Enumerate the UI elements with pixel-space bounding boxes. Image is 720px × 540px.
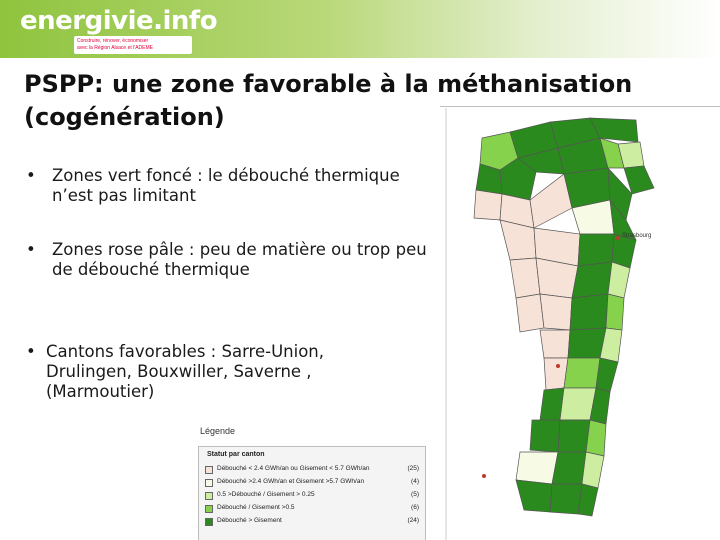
canton-region: [570, 294, 608, 330]
legend-label: Débouché >2.4 GWh/an et Gisement >5.7 GWh/an: [217, 478, 365, 485]
canton-region: [516, 480, 552, 512]
city-marker: [556, 364, 560, 368]
legend-swatch: [205, 505, 213, 513]
canton-map: [440, 108, 720, 540]
legend-count: (4): [411, 478, 419, 485]
bullet-dot: •: [26, 342, 36, 361]
canton-region: [530, 420, 560, 452]
bullet-dot: •: [26, 240, 36, 259]
legend-row: [205, 465, 419, 475]
map-legend: [192, 420, 432, 540]
bullet-text: Zones vert foncé : le débouché thermique n’est pas limitant: [52, 166, 400, 205]
city-marker: [616, 236, 620, 240]
bullet-text: Zones rose pâle : peu de matière ou trop peu de débouché thermique: [52, 240, 427, 279]
legend-heading: Statut par canton: [207, 451, 265, 458]
canton-region: [552, 452, 586, 484]
canton-region: [578, 234, 614, 266]
logo-tagline: [74, 36, 192, 54]
canton-region: [540, 330, 570, 358]
energivie-logo[interactable]: [20, 6, 218, 52]
legend-row: [205, 491, 419, 501]
canton-map-svg: [440, 108, 720, 540]
canton-region: [586, 420, 606, 456]
logo-tagline-2: avec la Région Alsace et l'ADEME: [77, 45, 153, 51]
legend-count: (24): [407, 517, 419, 524]
canton-region: [474, 190, 502, 220]
city-marker: [482, 474, 486, 478]
legend-label: Débouché > Gisement: [217, 517, 282, 524]
canton-region: [516, 452, 558, 484]
canton-region: [582, 452, 604, 488]
bullet-text: Cantons favorables : Sarre-Union, Drulingen, Bouxwiller, Saverne , (Marmoutier): [46, 342, 325, 401]
bullet-dot: •: [26, 166, 36, 185]
logo-text: energivie.info: [20, 6, 218, 36]
legend-box: [198, 446, 426, 540]
canton-region: [608, 262, 630, 298]
city-label: Strasbourg: [622, 233, 652, 239]
legend-count: (6): [411, 504, 419, 511]
bullet-item: [22, 240, 442, 280]
canton-region: [564, 358, 600, 388]
legend-label: Débouché / Gisement >0.5: [217, 504, 295, 511]
legend-count: (25): [407, 465, 419, 472]
legend-swatch: [205, 479, 213, 487]
legend-label: 0.5 >Débouché / Gisement > 0.25: [217, 491, 315, 498]
canton-region: [606, 294, 624, 330]
slide-title-line-1: PSPP: une zone favorable à la méthanisation: [24, 70, 633, 98]
canton-region: [558, 420, 590, 452]
legend-swatch: [205, 518, 213, 526]
canton-region: [568, 328, 606, 358]
legend-swatch: [205, 492, 213, 500]
bullet-item: [22, 342, 358, 402]
slide-title-line-2: (cogénération): [24, 103, 225, 131]
legend-label: Débouché < 2.4 GWh/an ou Gisement < 5.7 GWh/an: [217, 465, 370, 472]
bullet-item: [22, 166, 442, 206]
legend-row: [205, 504, 419, 514]
legend-swatch: [205, 466, 213, 474]
legend-row: [205, 478, 419, 488]
legend-row: [205, 517, 419, 527]
logo-tagline-1: Construire, rénover, économiser: [77, 38, 149, 44]
canton-region: [572, 262, 612, 298]
canton-region: [516, 294, 544, 332]
legend-title: Légende: [200, 426, 236, 436]
canton-region: [550, 484, 582, 514]
canton-region: [510, 258, 540, 298]
canton-region: [596, 358, 618, 392]
legend-count: (5): [411, 491, 419, 498]
title-divider: [440, 106, 720, 107]
canton-region: [540, 294, 572, 330]
